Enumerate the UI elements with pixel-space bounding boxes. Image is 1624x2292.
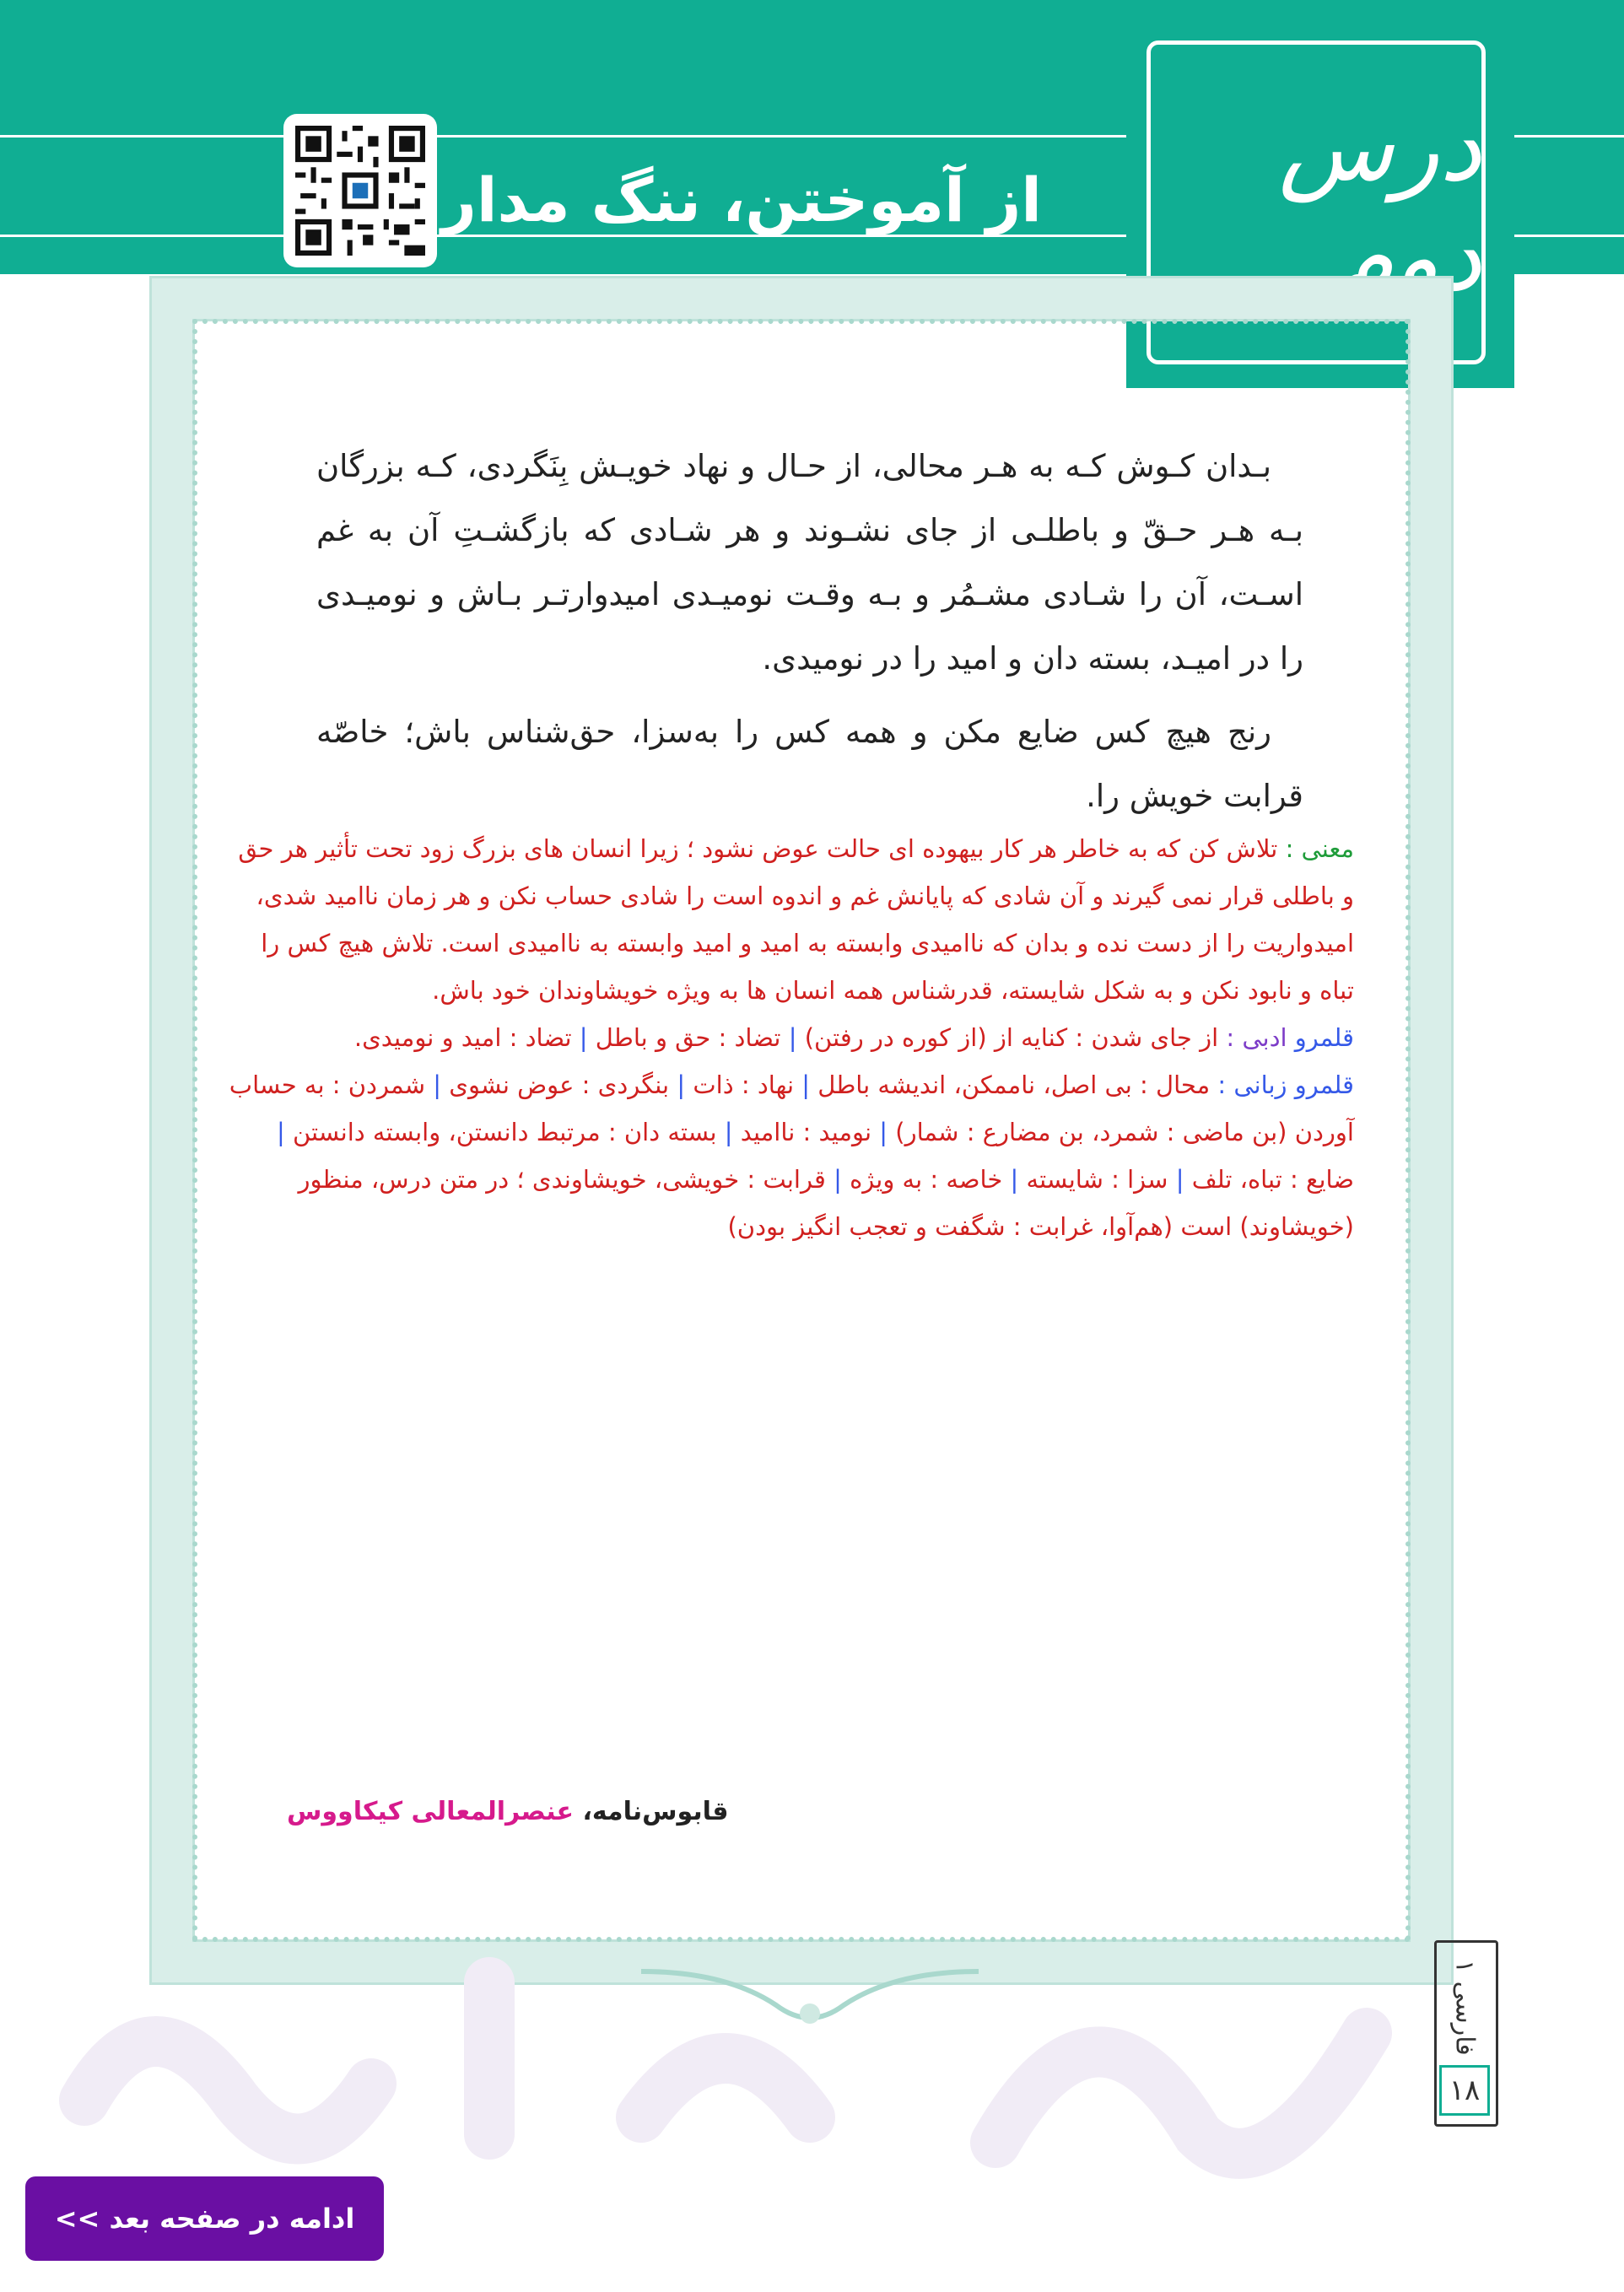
separator: | (801, 1070, 811, 1099)
linguistic-label-2: زبانی : (1217, 1070, 1287, 1099)
meaning-text: تلاش کن که به خاطر هر کار بیهوده ای حالت عوض نشود ؛ زیرا انسان های بزرگ زود تحت تأثیر هر حق و باطلی قرار نمی گیرند و آن شادی که پایانش غم و اندوه است را شادی حساب نکن و هر زمان ناامید شدی، امیدواریت را از دست نده و بدان که ناامیدی وابسته به امید و امید وابسته به ناامیدی است. تلاش هیچ کس را تباه و نابود نکن و به شکل شایسته، قدرشناس همه انسان ها به ویژه خویشاوندان خود باش. (238, 834, 1354, 1005)
body-paragraph-1-text: بـدان کـوش کـه به هـر محالی، از حـال و نهاد خویـش بِنَگردی، کـه بزرگان بـه هـر حـقّ و باطلـی از جای نشـوند و هر شـادی که بازگشـتِ آن به غم اسـت، آن را شـادی مشـمُر و بـه وقـت نومیـدی امیدوارتـر بـاش و نومیـدی را در امیـد، بسته دان و امید را در نومیدی. (316, 448, 1303, 677)
literary-text-c: تضاد : امید و نومیدی. (353, 1023, 572, 1052)
meaning-note (228, 825, 1354, 1014)
literary-text-b: تضاد : حق و باطل (595, 1023, 781, 1052)
separator: | (1175, 1165, 1184, 1194)
source-author: عنصرالمعالی کیکاووس (287, 1797, 574, 1826)
linguistic-item: سزا : شایسته (1026, 1165, 1168, 1194)
separator: | (834, 1165, 842, 1194)
separator: | (879, 1118, 888, 1146)
body-paragraph-1 (316, 434, 1303, 691)
study-notes (228, 825, 1354, 1250)
linguistic-item: خاصه : به ویژه (850, 1165, 1003, 1194)
linguistic-item: شمردن : به حساب آوردن (بن ماضی : شمرد، بن مضارع : شمار) (229, 1070, 1354, 1146)
separator: | (724, 1118, 733, 1146)
next-page-button[interactable]: ادامه در صفحه بعد >> (25, 2176, 384, 2261)
literary-label-2: ادبی : (1226, 1023, 1287, 1052)
separator: | (788, 1023, 797, 1052)
separator: | (433, 1070, 442, 1099)
linguistic-item: نهاد : ذات (693, 1070, 795, 1099)
separator: | (579, 1023, 588, 1052)
linguistic-note (228, 1061, 1354, 1250)
ornament-bottom-icon (641, 1963, 979, 2039)
qr-code-icon (295, 126, 425, 256)
lesson-label: درس دوم (1278, 93, 1481, 312)
meaning-label: معنی : (1285, 834, 1354, 863)
linguistic-item: بنگردی : عوض نشوی (449, 1070, 670, 1099)
linguistic-item: قرابت : خویشی، خویشاوندی ؛ در متن درس، منظور (خویشاوند) است (هم‌آوا، غرابت : شگفت و تعجب انگیز بودن) (298, 1165, 1354, 1241)
page-title: از آموختن، ننگ مدار (441, 164, 1042, 235)
separator: | (677, 1070, 686, 1099)
linguistic-item: نومید : ناامید (740, 1118, 872, 1146)
linguistic-item: بسته دان : مرتبط دانستن، وابسته دانستن (292, 1118, 717, 1146)
linguistic-item: محال : بی اصل، ناممکن، اندیشه باطل (817, 1070, 1211, 1099)
qr-code[interactable] (283, 114, 437, 267)
body-paragraph-2-text: رنج هیچ کس ضایع مکن و همه کس را به‌سزا، حق‌شناس باش؛ خاصّه قرابت خویش را. (316, 714, 1303, 814)
literary-label-1: قلمرو (1294, 1023, 1354, 1052)
source-book: قابوس‌نامه، (582, 1797, 729, 1826)
separator: | (276, 1118, 285, 1146)
linguistic-label-1: قلمرو (1294, 1070, 1354, 1099)
literary-text-a: از جای شدن : کنایه از (از کوره در رفتن) (804, 1023, 1219, 1052)
source-citation (287, 1797, 729, 1826)
book-name: فارسی ۱ (1449, 1960, 1480, 2056)
literary-note (228, 1014, 1354, 1061)
body-paragraph-2 (316, 700, 1303, 828)
separator: | (1010, 1165, 1019, 1194)
linguistic-item: ضایع : تباه، تلف (1191, 1165, 1354, 1194)
page-number: ۱۸ (1439, 2065, 1490, 2116)
